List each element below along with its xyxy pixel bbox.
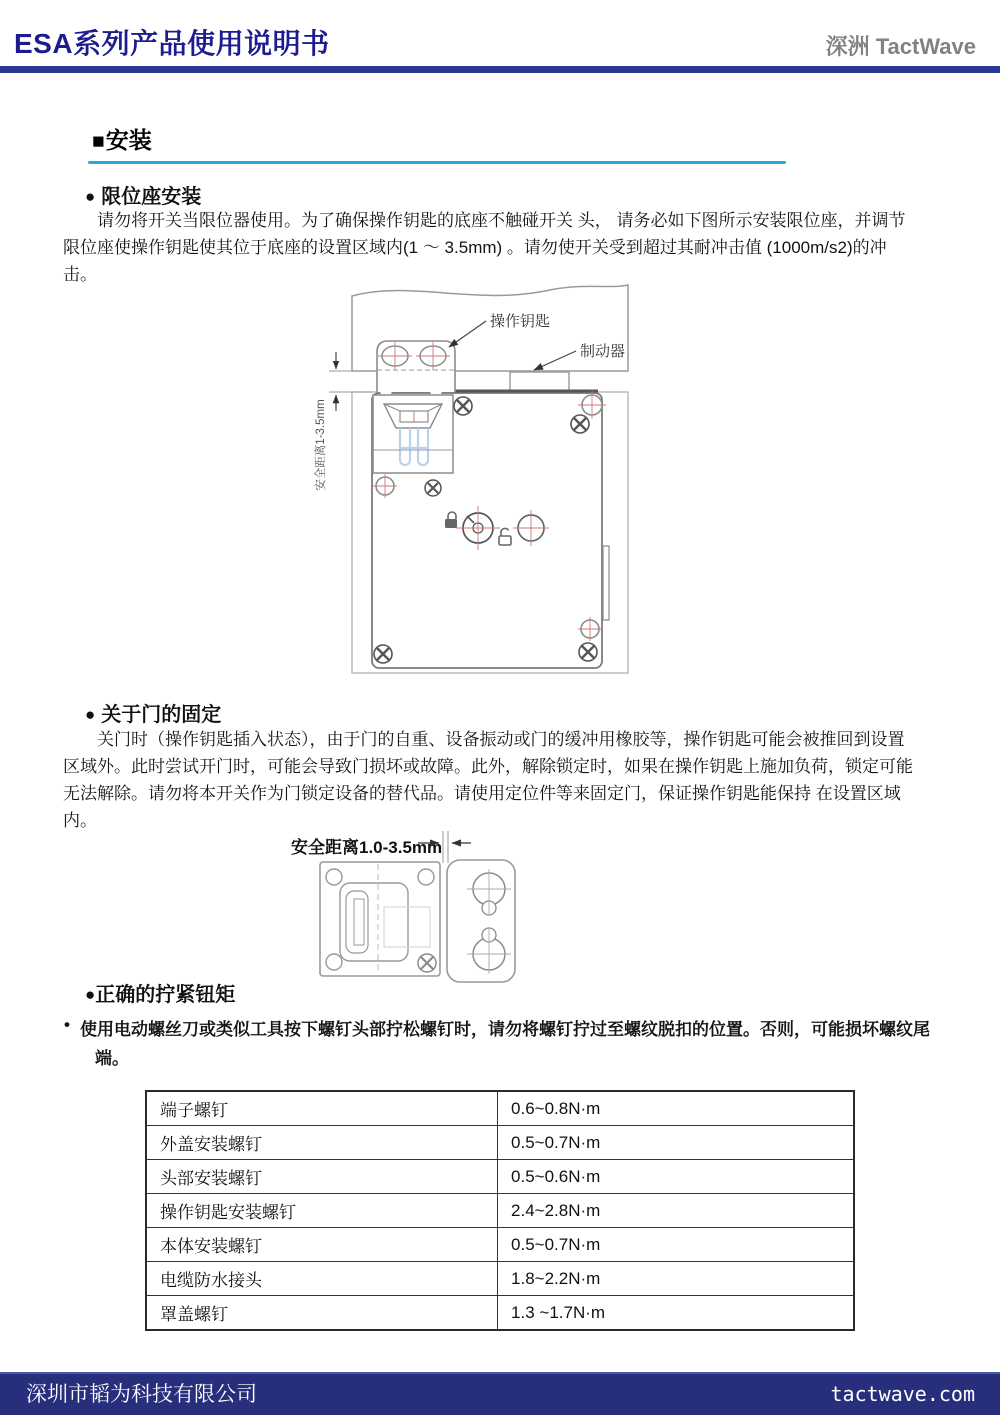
note-bullet-icon: • [64, 1015, 70, 1034]
safety-distance-dimension [329, 352, 372, 411]
header-divider-bar [0, 66, 1000, 73]
torque-item-value: 2.4~2.8N·m [498, 1194, 854, 1228]
switch-head-module [373, 388, 453, 473]
torque-item-label: 头部安装螺钉 [146, 1160, 498, 1194]
footer-bar [0, 1372, 1000, 1415]
torque-item-value: 0.5~0.7N·m [498, 1228, 854, 1262]
torque-item-label: 操作钥匙安装螺钉 [146, 1194, 498, 1228]
torque-item-value: 0.5~0.6N·m [498, 1160, 854, 1194]
phillips-screw-icon [418, 954, 436, 972]
operation-key-bracket [377, 341, 455, 392]
brand-logo: 深洲 TactWave [825, 34, 976, 59]
switch-head-top-view [320, 862, 440, 976]
torque-item-label: 罩盖螺钉 [146, 1296, 498, 1331]
label-safety-distance: 安全距离1.0-3.5mm [291, 838, 443, 857]
table-row [146, 1091, 854, 1126]
installation-diagram [288, 278, 712, 702]
label-safety-distance-vertical: 安全距离1-3.5mm [315, 399, 327, 491]
subsection-title-text: 关于门的固定 [101, 704, 222, 726]
torque-item-label: 外盖安装螺钉 [146, 1126, 498, 1160]
square-marker-icon: ■ [92, 130, 105, 153]
torque-item-label: 电缆防水接头 [146, 1262, 498, 1296]
page-title: ESA系列产品使用说明书 [14, 28, 330, 59]
torque-item-value: 1.3 ~1.7N·m [498, 1296, 854, 1331]
brake-block [510, 372, 569, 391]
footer-company: 深圳市韬为科技有限公司 [26, 1383, 257, 1406]
bullet-circle-icon: ● [85, 985, 96, 1004]
torque-item-label: 端子螺钉 [146, 1091, 498, 1126]
table-row [146, 1296, 854, 1331]
label-brake: 制动器 [580, 343, 626, 360]
table-row [146, 1126, 854, 1160]
side-rail [603, 546, 609, 620]
torque-item-label: 本体安装螺钉 [146, 1228, 498, 1262]
leader-brake [534, 351, 576, 370]
table-row [146, 1228, 854, 1262]
torque-item-value: 0.5~0.7N·m [498, 1126, 854, 1160]
bullet-circle-icon: ● [85, 705, 96, 724]
subsection-torque [85, 978, 235, 1007]
torque-table [145, 1090, 855, 1331]
operation-key-top-view [447, 860, 515, 982]
limit-seat-paragraph: 请勿将开关当限位器使用。为了确保操作钥匙的底座不触碰开关 头， 请务必如下图所示安装限位座，并调节限位座使操作钥匙使其位于底座的设置区域内(1 ～ 3.5mm) 。请勿使开关受到超过其耐冲击值 (1000m/s2)的冲击。 [63, 211, 906, 284]
torque-note: 使用电动螺丝刀或类似工具按下螺钉头部拧松螺钉时，请勿将螺钉拧过至螺纹脱扣的位置。否则，可能损坏螺纹尾端。 [80, 1020, 930, 1068]
footer-website: tactwave.com [830, 1382, 975, 1406]
subsection-title-text: 限位座安装 [101, 186, 202, 208]
door-fixing-paragraph: 关门时（操作钥匙插入状态），由于门的自重、设备振动或门的缓冲用橡胶等，操作钥匙可能会被推回到设置区域外。此时尝试开门时，可能会导致门损坏或故障。此外，解除锁定时，如果在操作钥匙上施加负荷，锁定可能无法解除。请勿将本开关作为门锁定设备的替代品。请使用定位件等来固定门，保证操作钥匙能保持 在设置区域内。 [63, 730, 913, 830]
bullet-circle-icon: ● [85, 187, 96, 206]
label-operation-key: 操作钥匙 [490, 313, 551, 330]
section-title-install [92, 122, 152, 155]
subsection-door-fixing [85, 698, 221, 727]
section-underline [88, 161, 786, 164]
section-title-text: 安装 [105, 127, 152, 153]
subsection-title-text: 正确的拧紧钮矩 [95, 984, 236, 1006]
table-row [146, 1160, 854, 1194]
table-row [146, 1262, 854, 1296]
subsection-limit-seat [85, 180, 201, 209]
leader-operation-key [449, 321, 486, 347]
safety-distance-diagram [278, 823, 578, 998]
table-row [146, 1194, 854, 1228]
torque-item-value: 1.8~2.2N·m [498, 1262, 854, 1296]
torque-item-value: 0.6~0.8N·m [498, 1091, 854, 1126]
